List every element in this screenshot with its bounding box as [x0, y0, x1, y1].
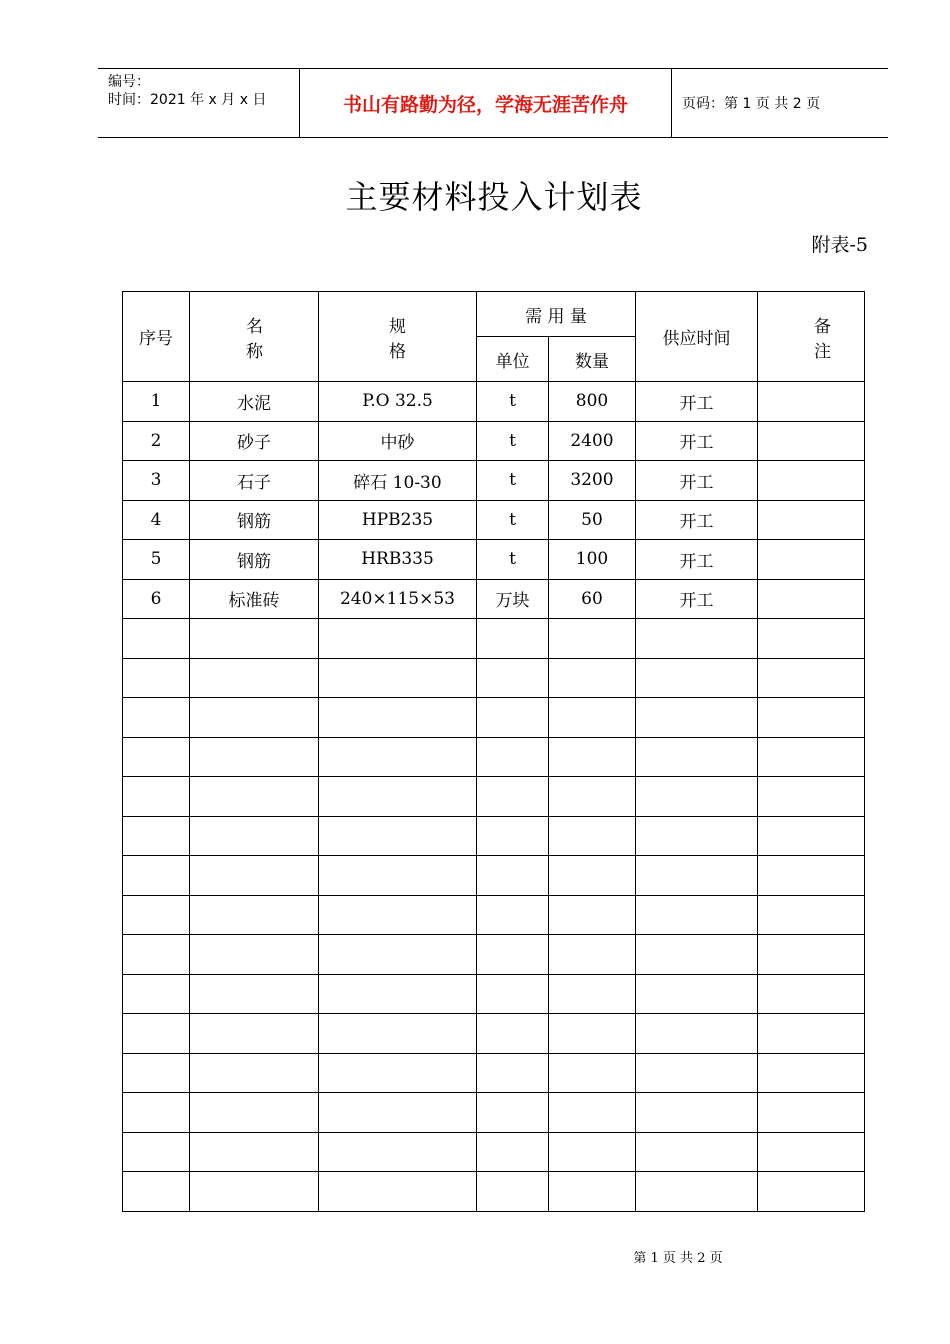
cell-remark: [758, 816, 865, 856]
cell-qty: [549, 619, 636, 659]
header-qty: 数量: [549, 337, 636, 382]
table-row: [123, 540, 865, 580]
table-row: [123, 1093, 865, 1133]
cell-supply: 开工: [636, 579, 758, 619]
cell-unit: 万块: [477, 579, 549, 619]
cell-qty: [549, 658, 636, 698]
cell-spec: 中砂: [319, 421, 477, 461]
cell-qty: 60: [549, 579, 636, 619]
cell-qty: [549, 816, 636, 856]
header-motto: 书山有路勤为径，学海无涯苦作舟: [300, 69, 672, 137]
cell-remark: [758, 1093, 865, 1133]
cell-seq: [123, 698, 190, 738]
cell-supply: [636, 777, 758, 817]
cell-name: [190, 658, 319, 698]
cell-spec: [319, 1014, 477, 1054]
document-header: [98, 68, 888, 138]
cell-supply: 开工: [636, 500, 758, 540]
table-row: [123, 777, 865, 817]
cell-unit: [477, 856, 549, 896]
cell-name: 砂子: [190, 421, 319, 461]
table-row: [123, 579, 865, 619]
header-spec: 规格: [319, 292, 477, 382]
cell-spec: [319, 895, 477, 935]
table-row: [123, 935, 865, 975]
cell-supply: [636, 816, 758, 856]
cell-remark: [758, 935, 865, 975]
cell-unit: t: [477, 421, 549, 461]
table-row: [123, 974, 865, 1014]
cell-unit: [477, 698, 549, 738]
cell-qty: [549, 974, 636, 1014]
table-row: [123, 816, 865, 856]
cell-supply: 开工: [636, 421, 758, 461]
table-row: [123, 421, 865, 461]
cell-name: [190, 737, 319, 777]
cell-seq: 6: [123, 579, 190, 619]
cell-seq: [123, 856, 190, 896]
number-label: 编号：: [108, 74, 150, 90]
cell-supply: [636, 1053, 758, 1093]
cell-remark: [758, 856, 865, 896]
cell-qty: [549, 737, 636, 777]
cell-qty: 2400: [549, 421, 636, 461]
cell-supply: [636, 698, 758, 738]
cell-spec: [319, 737, 477, 777]
header-page-info: 页码：第 1 页 共 2 页: [682, 96, 821, 112]
time-label: 时间：2021 年 x 月 x 日: [108, 92, 267, 108]
cell-supply: [636, 1093, 758, 1133]
cell-supply: 开工: [636, 461, 758, 501]
cell-seq: [123, 1053, 190, 1093]
cell-remark: [758, 974, 865, 1014]
cell-spec: P.O 32.5: [319, 382, 477, 422]
cell-spec: [319, 816, 477, 856]
cell-remark: [758, 737, 865, 777]
cell-qty: 3200: [549, 461, 636, 501]
cell-spec: 碎石 10-30: [319, 461, 477, 501]
cell-remark: [758, 698, 865, 738]
cell-spec: [319, 856, 477, 896]
cell-remark: [758, 1172, 865, 1212]
table-row: [123, 500, 865, 540]
cell-supply: [636, 1172, 758, 1212]
cell-spec: [319, 974, 477, 1014]
cell-qty: [549, 856, 636, 896]
cell-seq: [123, 658, 190, 698]
cell-supply: 开工: [636, 540, 758, 580]
cell-spec: [319, 1053, 477, 1093]
cell-seq: 3: [123, 461, 190, 501]
cell-qty: [549, 698, 636, 738]
table-row: [123, 737, 865, 777]
cell-name: 钢筋: [190, 540, 319, 580]
cell-supply: [636, 658, 758, 698]
cell-unit: [477, 1053, 549, 1093]
cell-seq: [123, 1014, 190, 1054]
header-demand: 需 用 量: [477, 292, 636, 337]
cell-supply: [636, 1132, 758, 1172]
cell-remark: [758, 1053, 865, 1093]
table-row: [123, 1014, 865, 1054]
cell-seq: [123, 1093, 190, 1133]
cell-qty: [549, 935, 636, 975]
cell-name: [190, 698, 319, 738]
cell-seq: [123, 935, 190, 975]
cell-qty: 50: [549, 500, 636, 540]
cell-name: [190, 1014, 319, 1054]
cell-seq: 5: [123, 540, 190, 580]
cell-remark: [758, 382, 865, 422]
cell-unit: [477, 1172, 549, 1212]
cell-spec: HPB235: [319, 500, 477, 540]
cell-supply: [636, 974, 758, 1014]
cell-name: 钢筋: [190, 500, 319, 540]
header-supply-time: 供应时间: [636, 292, 758, 382]
cell-unit: t: [477, 382, 549, 422]
cell-name: [190, 1053, 319, 1093]
cell-qty: 800: [549, 382, 636, 422]
cell-remark: [758, 1014, 865, 1054]
cell-supply: 开工: [636, 382, 758, 422]
cell-remark: [758, 461, 865, 501]
cell-remark: [758, 619, 865, 659]
page-footer: 第 1 页 共 2 页: [633, 1251, 723, 1266]
materials-table: [122, 291, 887, 1212]
table-row: [123, 1053, 865, 1093]
table-row: [123, 698, 865, 738]
cell-seq: [123, 619, 190, 659]
header-name: 名称: [190, 292, 319, 382]
cell-qty: [549, 895, 636, 935]
cell-supply: [636, 856, 758, 896]
table-row: [123, 658, 865, 698]
cell-supply: [636, 935, 758, 975]
header-unit: 单位: [477, 337, 549, 382]
header-meta: [98, 69, 300, 137]
cell-remark: [758, 1132, 865, 1172]
cell-unit: t: [477, 500, 549, 540]
cell-name: [190, 619, 319, 659]
table-row: [123, 895, 865, 935]
cell-seq: [123, 737, 190, 777]
table-row: [123, 1172, 865, 1212]
cell-unit: t: [477, 540, 549, 580]
cell-seq: 2: [123, 421, 190, 461]
page-title: 主要材料投入计划表: [345, 178, 643, 216]
cell-qty: [549, 1172, 636, 1212]
cell-spec: [319, 698, 477, 738]
cell-name: [190, 1172, 319, 1212]
cell-seq: 1: [123, 382, 190, 422]
cell-qty: [549, 1093, 636, 1133]
cell-name: [190, 974, 319, 1014]
cell-unit: [477, 1093, 549, 1133]
cell-remark: [758, 540, 865, 580]
cell-supply: [636, 1014, 758, 1054]
cell-spec: 240×115×53: [319, 579, 477, 619]
appendix-label: 附表-5: [811, 234, 868, 256]
cell-unit: [477, 895, 549, 935]
cell-unit: [477, 737, 549, 777]
cell-remark: [758, 500, 865, 540]
cell-qty: [549, 1014, 636, 1054]
cell-unit: [477, 777, 549, 817]
cell-remark: [758, 777, 865, 817]
cell-name: [190, 1093, 319, 1133]
cell-seq: [123, 777, 190, 817]
cell-unit: [477, 1132, 549, 1172]
cell-spec: [319, 1093, 477, 1133]
cell-name: [190, 856, 319, 896]
cell-unit: [477, 619, 549, 659]
cell-seq: [123, 895, 190, 935]
cell-unit: [477, 658, 549, 698]
table-row: [123, 382, 865, 422]
cell-name: 标准砖: [190, 579, 319, 619]
cell-spec: [319, 658, 477, 698]
cell-qty: 100: [549, 540, 636, 580]
header-remark: 备注: [758, 292, 865, 382]
table-row: [123, 619, 865, 659]
cell-unit: [477, 974, 549, 1014]
cell-name: [190, 777, 319, 817]
table-body: [123, 382, 865, 1212]
cell-name: [190, 816, 319, 856]
cell-name: [190, 1132, 319, 1172]
cell-name: 石子: [190, 461, 319, 501]
cell-spec: HRB335: [319, 540, 477, 580]
cell-spec: [319, 777, 477, 817]
cell-spec: [319, 619, 477, 659]
cell-seq: [123, 816, 190, 856]
cell-name: [190, 935, 319, 975]
header-seq: 序号: [123, 292, 190, 382]
cell-name: 水泥: [190, 382, 319, 422]
cell-remark: [758, 658, 865, 698]
cell-seq: [123, 974, 190, 1014]
cell-remark: [758, 421, 865, 461]
cell-spec: [319, 1132, 477, 1172]
cell-supply: [636, 895, 758, 935]
cell-supply: [636, 619, 758, 659]
table-row: [123, 1132, 865, 1172]
cell-unit: t: [477, 461, 549, 501]
cell-qty: [549, 1053, 636, 1093]
cell-unit: [477, 816, 549, 856]
cell-qty: [549, 777, 636, 817]
cell-spec: [319, 935, 477, 975]
table-row: [123, 856, 865, 896]
cell-seq: 4: [123, 500, 190, 540]
table-row: [123, 461, 865, 501]
cell-remark: [758, 579, 865, 619]
cell-qty: [549, 1132, 636, 1172]
cell-spec: [319, 1172, 477, 1212]
cell-seq: [123, 1132, 190, 1172]
cell-unit: [477, 1014, 549, 1054]
cell-unit: [477, 935, 549, 975]
cell-remark: [758, 895, 865, 935]
cell-seq: [123, 1172, 190, 1212]
cell-supply: [636, 737, 758, 777]
cell-name: [190, 895, 319, 935]
